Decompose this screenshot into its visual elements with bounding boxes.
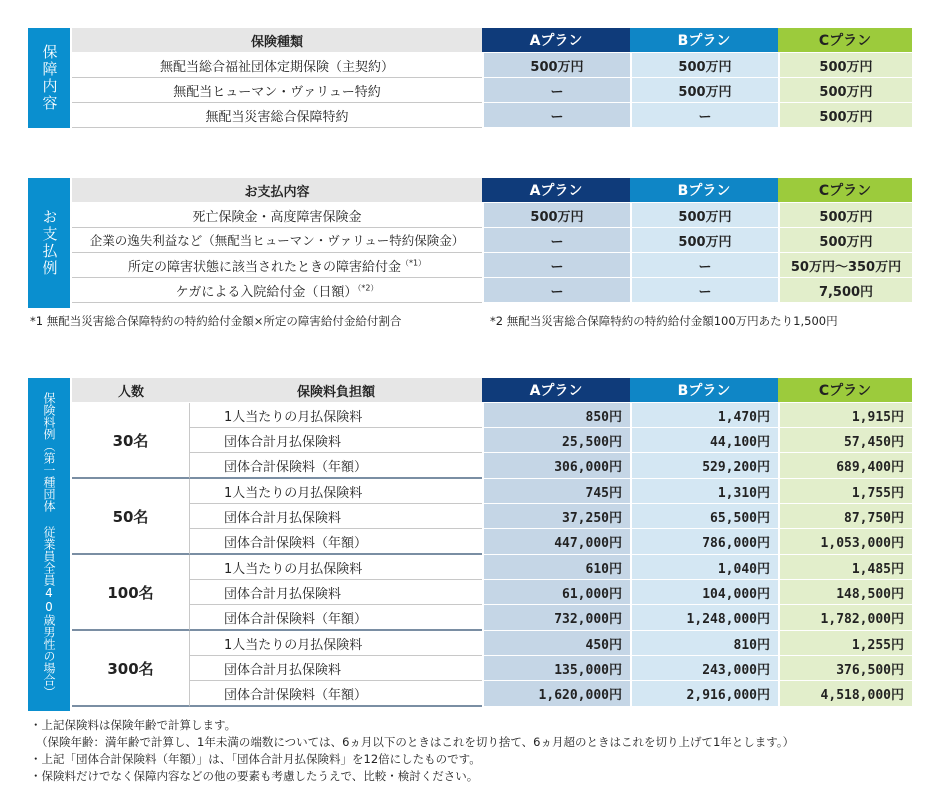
row-label: 所定の障害状態に該当されたときの障害給付金$^{(*1)}$ [72,253,482,278]
table-row [72,681,912,707]
row-label: 企業の逸失利益など（無配当ヒューマン・ヴァリュー特約保険金） [72,228,482,253]
table-row [72,428,912,453]
plan-a-value: 25,500円 [482,428,630,453]
plan-c-value: 57,450円 [778,428,912,453]
payment-note-1: *1 無配当災害総合保障特約の特約給付金額×所定の障害給付金給付割合 [30,314,402,328]
member-count: 100名 [72,555,190,631]
plan-b-value: 44,100円 [630,428,778,453]
plan-c-value: 1,485円 [778,555,912,580]
row-label: 団体合計月払保険料 [190,580,482,605]
footnote-2: （保険年齢：満年齢で計算し、1年未満の端数については、6ヵ月以下のときはこれを切り捨て、6ヵ月超のときはこれを切り上げて1年とします。） [36,735,795,749]
plan-b-value: 243,000円 [630,656,778,681]
table-row [72,555,912,580]
row-label: 1人当たりの月払保険料 [190,403,482,428]
plan-b-value: 1,040円 [630,555,778,580]
plan-b-value: 1,470円 [630,403,778,428]
member-count: 50名 [72,479,190,555]
plan-a-value: 135,000円 [482,656,630,681]
plan-b-value: ー [630,253,778,278]
row-label: 無配当総合福祉団体定期保険（主契約） [72,53,482,78]
table-row [72,479,912,504]
plan-b-value: 500万円 [630,228,778,253]
row-label: 団体合計月払保険料 [190,656,482,681]
coverage-section [28,28,912,128]
table-row [72,53,912,78]
plan-c-value: 1,782,000円 [778,605,912,631]
row-label: 1人当たりの月払保険料 [190,631,482,656]
premium-table [72,378,912,707]
plan-a-value: 610円 [482,555,630,580]
plan-b-value: 810円 [630,631,778,656]
table-row [72,580,912,605]
footnote-4: ・保険料だけでなく保障内容などの他の要素も考慮したうえで、比較・検討ください。 [30,769,479,783]
table-row [72,631,912,656]
table-row [72,403,912,428]
plan-b-header: Bプラン [630,28,778,53]
plan-a-value: 61,000円 [482,580,630,605]
table-row [72,529,912,555]
count-header: 人数 [72,378,190,403]
payment-table [72,178,912,303]
plan-a-value: 850円 [482,403,630,428]
plan-b-value: ー [630,278,778,303]
plan-b-value: 500万円 [630,53,778,78]
plan-a-value: 450円 [482,631,630,656]
plan-a-header: Aプラン [482,378,630,403]
plan-b-header: Bプラン [630,378,778,403]
plan-c-value: 500万円 [778,78,912,103]
plan-b-value: ー [630,103,778,128]
row-label: 団体合計保険料（年額） [190,453,482,479]
coverage-header-label: 保険種類 [72,28,482,53]
row-label: 無配当ヒューマン・ヴァリュー特約 [72,78,482,103]
coverage-table [72,28,912,128]
member-count: 300名 [72,631,190,707]
plan-b-value: 500万円 [630,203,778,228]
plan-c-value: 1,755円 [778,479,912,504]
row-label: 無配当災害総合保障特約 [72,103,482,128]
plan-c-value: 689,400円 [778,453,912,479]
plan-a-value: 732,000円 [482,605,630,631]
plan-c-value: 500万円 [778,103,912,128]
plan-c-value: 148,500円 [778,580,912,605]
plan-a-value: ー [482,253,630,278]
plan-a-header: Aプラン [482,28,630,53]
row-label: 1人当たりの月払保険料 [190,555,482,580]
payment-note-2: *2 無配当災害総合保障特約の特約給付金額100万円あたり1,500円 [490,314,838,328]
plan-b-header: Bプラン [630,178,778,203]
row-label: 団体合計月払保険料 [190,428,482,453]
plan-c-value: 1,053,000円 [778,529,912,555]
plan-c-header: Cプラン [778,28,912,53]
payment-header-label: お支払内容 [72,178,482,203]
row-label: 団体合計保険料（年額） [190,681,482,707]
table-row [72,78,912,103]
plan-b-value: 1,248,000円 [630,605,778,631]
plan-b-value: 2,916,000円 [630,681,778,707]
plan-b-value: 529,200円 [630,453,778,479]
plan-b-value: 104,000円 [630,580,778,605]
plan-a-value: ー [482,78,630,103]
plan-a-value: ー [482,228,630,253]
plan-a-value: 447,000円 [482,529,630,555]
premium-side-label: 保険料例（第一種団体 従業員全員40歳男性の場合） [28,378,70,711]
plan-a-value: 500万円 [482,53,630,78]
table-row [72,203,912,228]
row-label: 団体合計保険料（年額） [190,529,482,555]
row-label: 1人当たりの月払保険料 [190,479,482,504]
row-label: 団体合計月払保険料 [190,504,482,529]
footnote-1: ・上記保険料は保険年齢で計算します。 [30,718,237,732]
premium-header-label: 保険料負担額 [190,378,482,403]
payment-section [28,178,912,308]
plan-c-value: 7,500円 [778,278,912,303]
row-label: 死亡保険金・高度障害保険金 [72,203,482,228]
plan-c-value: 1,255円 [778,631,912,656]
row-label: 団体合計保険料（年額） [190,605,482,631]
table-row [72,278,912,303]
plan-c-header: Cプラン [778,378,912,403]
plan-c-value: 500万円 [778,203,912,228]
plan-a-value: ー [482,103,630,128]
plan-c-value: 87,750円 [778,504,912,529]
footnote-3: ・上記「団体合計保険料（年額）」は、「団体合計月払保険料」を12倍にしたものです。 [30,752,481,766]
plan-b-value: 500万円 [630,78,778,103]
table-row [72,656,912,681]
plan-a-value: 37,250円 [482,504,630,529]
plan-b-value: 1,310円 [630,479,778,504]
table-row [72,253,912,278]
table-row [72,103,912,128]
plan-a-value: 1,620,000円 [482,681,630,707]
plan-a-value: 306,000円 [482,453,630,479]
table-row [72,605,912,631]
plan-c-header: Cプラン [778,178,912,203]
member-count: 30名 [72,403,190,479]
plan-a-header: Aプラン [482,178,630,203]
plan-c-value: 500万円 [778,53,912,78]
plan-c-value: 376,500円 [778,656,912,681]
plan-c-value: 50万円〜350万円 [778,253,912,278]
coverage-side-label: 保障内容 [28,28,70,128]
payment-side-label: お支払例 [28,178,70,308]
plan-c-value: 500万円 [778,228,912,253]
row-label: ケガによる入院給付金（日額）$^{(*2)}$ [72,278,482,303]
plan-b-value: 65,500円 [630,504,778,529]
plan-a-value: 500万円 [482,203,630,228]
plan-a-value: ー [482,278,630,303]
table-row [72,228,912,253]
plan-c-value: 1,915円 [778,403,912,428]
plan-b-value: 786,000円 [630,529,778,555]
table-row [72,504,912,529]
plan-a-value: 745円 [482,479,630,504]
plan-c-value: 4,518,000円 [778,681,912,707]
premium-section [28,378,912,711]
table-row [72,453,912,479]
